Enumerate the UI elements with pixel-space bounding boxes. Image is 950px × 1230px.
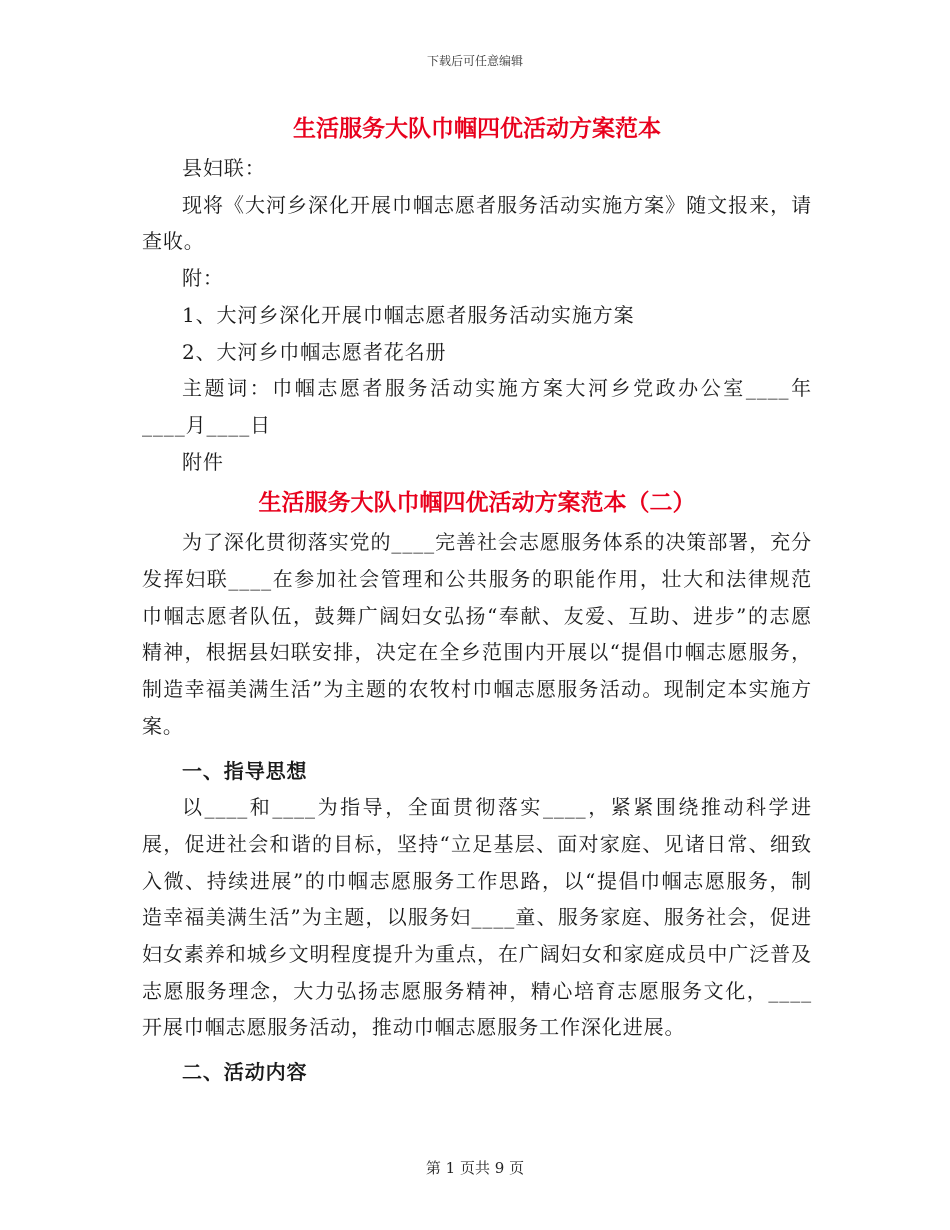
body-paragraph: 现将《大河乡深化开展巾帼志愿者服务活动实施方案》随文报来，请查收。 [142,192,812,254]
section-heading-activity-content: 二、活动内容 [182,1060,308,1085]
attachment-item-1: 1、大河乡深化开展巾帼志愿者服务活动实施方案 [182,302,635,327]
document-title: 生活服务大队巾帼四优活动方案范本 [293,115,661,142]
attachment-note: 附件 [182,449,224,474]
intro-paragraph: 为了深化贯彻落实党的____完善社会志愿服务体系的决策部署，充分发挥妇联____在参加社会管理和公共服务的职能作用，壮大和法律规范巾帼志愿者队伍，鼓舞广阔妇女弘扬“奉献、友爱、互助、进步”的志愿精神，根据县妇联安排，决定在全乡范围内开展以“提倡巾帼志愿服务，制造幸福美满生活”为主题的农牧村巾帼志愿服务活动。现制定本实施方案。 [142,530,812,738]
document-title-2: 生活服务大队巾帼四优活动方案范本（二） [258,489,696,517]
attachment-label: 附： [182,266,224,291]
attachment-item-2: 2、大河乡巾帼志愿者花名册 [182,339,447,364]
salutation: 县妇联： [182,156,266,180]
section-heading-guiding-thought: 一、指导思想 [182,758,308,783]
document-body [142,108,812,1091]
page-footer: 第 1 页共 9 页 [425,1159,525,1177]
keywords-line: 主题词：巾帼志愿者服务活动实施方案大河乡党政办公室____年____月____日 [142,376,812,437]
page-header-note: 下载后可任意编辑 [426,54,523,68]
section-body-guiding-thought: 以____和____为指导，全面贯彻落实____，紧紧围绕推动科学进展，促进社会和谐的目标，坚持“立足基层、面对家庭、见诸日常、细致入微、持续进展”的巾帼志愿服务工作思路，以“提倡巾帼志愿服务，制造幸福美满生活”为主题，以服务妇____童、服务家庭、服务社会，促进妇女素养和城乡文明程度提升为重点，在广阔妇女和家庭成员中广泛普及志愿服务理念，大力弘扬志愿服务精神，精心培育志愿服务文化，____开展巾帼志愿服务活动，推动巾帼志愿服务工作深化进展。 [142,795,812,1040]
